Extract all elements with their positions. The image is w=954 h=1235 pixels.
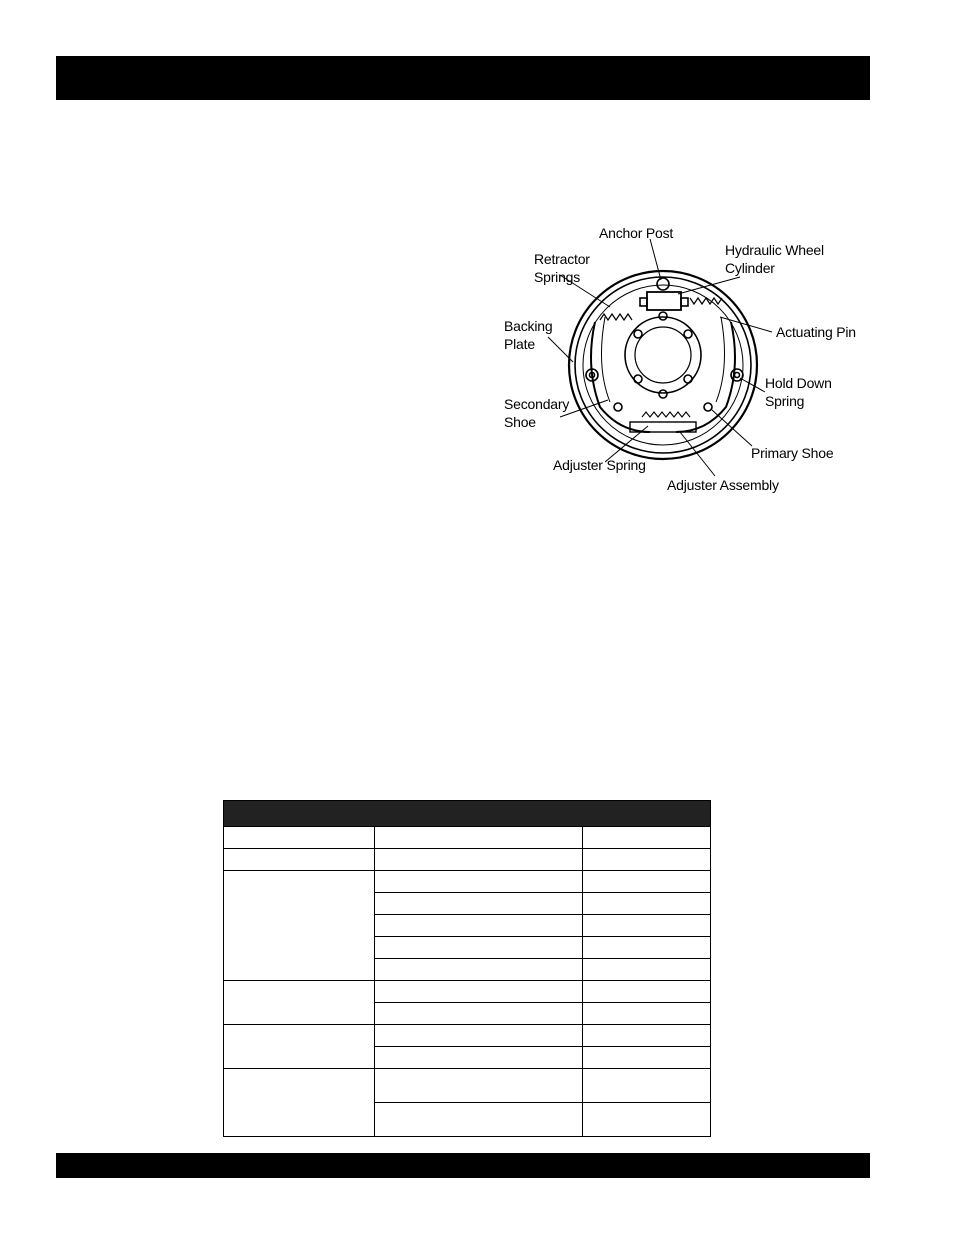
label-adjuster-spring: Adjuster Spring <box>553 457 646 473</box>
footer-bar <box>56 1153 870 1178</box>
drum-brake-diagram <box>500 222 865 497</box>
table-header <box>224 801 711 827</box>
table-row <box>224 981 711 1003</box>
label-secondary: Secondary <box>504 396 570 412</box>
label-actuating-pin: Actuating Pin <box>776 324 856 340</box>
label-anchor-post: Anchor Post <box>599 225 674 241</box>
label-hold-down: Hold Down <box>765 375 832 391</box>
label-retractor: Retractor <box>534 251 590 267</box>
label-primary-shoe: Primary Shoe <box>751 445 834 461</box>
label-springs: Springs <box>534 269 581 285</box>
label-cylinder: Cylinder <box>725 260 775 276</box>
label-plate: Plate <box>504 336 535 352</box>
label-adjuster-assembly: Adjuster Assembly <box>667 477 779 493</box>
spec-table <box>223 800 711 1137</box>
table-row <box>224 871 711 893</box>
label-spring: Spring <box>765 393 805 409</box>
table-row <box>224 1069 711 1103</box>
table-row <box>224 827 711 849</box>
table-row <box>224 1025 711 1047</box>
label-backing: Backing <box>504 318 553 334</box>
header-bar <box>56 56 870 100</box>
table-header-row <box>224 801 711 827</box>
label-hydraulic-wheel: Hydraulic Wheel <box>725 242 824 258</box>
label-shoe: Shoe <box>504 414 536 430</box>
table-row <box>224 849 711 871</box>
